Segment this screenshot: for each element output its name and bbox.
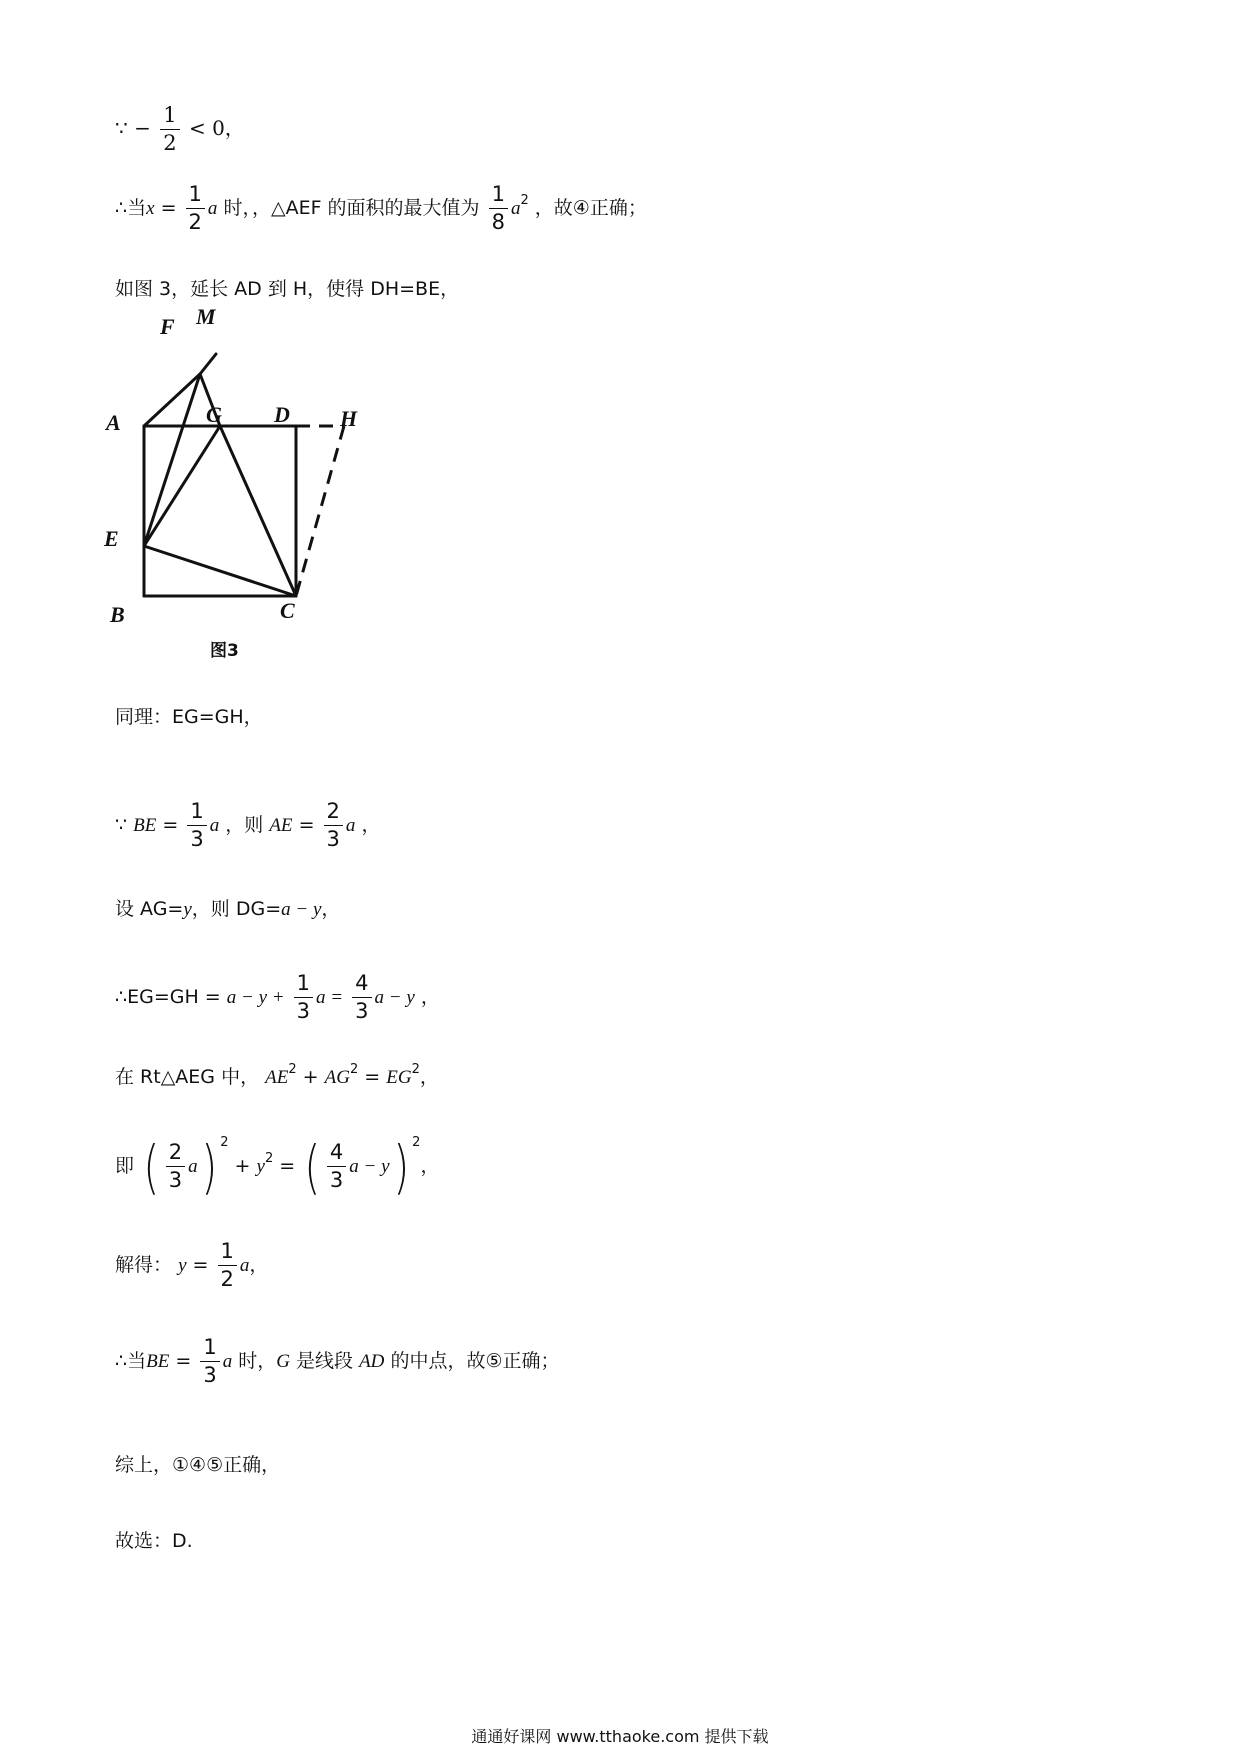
label-A: A [106, 410, 121, 435]
fraction: $\frac{1}{3}$ [187, 800, 206, 851]
label-B: B [110, 602, 125, 627]
line-11: ∴当BE = $\frac{1}{3}$ a 时，G 是线段 AD 的中点，故⑤正确； [115, 1335, 560, 1388]
label-M: M [196, 304, 216, 329]
fraction: $\frac{4}{3}$ [327, 1141, 346, 1192]
fraction: $\frac{1}{3}$ [200, 1336, 219, 1387]
line-3: 如图 3，延长 AD 到 H，使得 DH=BE， [115, 278, 460, 300]
fraction: $\frac{2}{3}$ [324, 800, 343, 851]
label-D: D [274, 402, 290, 427]
segment-EG [144, 426, 220, 546]
line-10: 解得： y = $\frac{1}{2}$ a， [115, 1239, 269, 1292]
line-13: 故选：D. [115, 1530, 193, 1552]
line-8: 在 Rt△AEG 中， $AE^2 + AG^2 = EG^2$， [115, 1062, 439, 1088]
geometry-figure [104, 304, 428, 660]
line-6: 设 AG=y，则 DG=a − y， [115, 898, 341, 920]
label-F: F [160, 314, 175, 339]
segment-GC [220, 426, 296, 596]
fraction: $\frac{1}{3}$ [294, 972, 313, 1023]
fraction: $\frac{1}{2}$ [160, 104, 179, 155]
fraction: $\frac{2}{3}$ [166, 1141, 185, 1192]
line-2: ∴当x = $\frac{1}{2}$ a 时，，△AEF 的面积的最大值为 $\frac{1}{8}$ $a^2$ ，故④正确； [115, 182, 647, 235]
line-5: ∵ BE = $\frac{1}{3}$ a ，则 AE = $\frac{2}{3}$ a ， [115, 799, 381, 852]
segment-FM [200, 354, 216, 374]
label-E: E [104, 526, 119, 551]
label-C: C [280, 598, 295, 623]
figure-caption: 图3 [210, 641, 239, 661]
line-7: ∴EG=GH = a − y + $\frac{1}{3}$ a = $\frac{4}{3}$ a − y ， [115, 971, 440, 1024]
because-symbol: ∵ [115, 116, 128, 141]
figure-svg [108, 330, 428, 660]
fraction: $\frac{1}{2}$ [218, 1240, 237, 1291]
segment-EC [144, 546, 296, 596]
line-12: 综上，①④⑤正确， [115, 1454, 281, 1476]
label-G: G [206, 402, 222, 427]
line-9: 即 ( $\frac{2}{3}$ a) $^2 + y^2$ = ( $\frac{4}{3}$ a − y) $^2$， [115, 1132, 440, 1201]
fraction: $\frac{1}{2}$ [186, 183, 205, 234]
segment-HC [296, 426, 344, 596]
label-H: H [340, 406, 358, 431]
page-footer: 通通好课网 www.tthaoke.com 提供下载 [471, 1727, 769, 1746]
fraction: $\frac{4}{3}$ [352, 972, 371, 1023]
fraction: $\frac{1}{8}$ [489, 183, 508, 234]
line-1: ∵ − $\frac{1}{2}$ < 0， [115, 103, 245, 156]
line-4: 同理：EG=GH， [115, 706, 263, 728]
